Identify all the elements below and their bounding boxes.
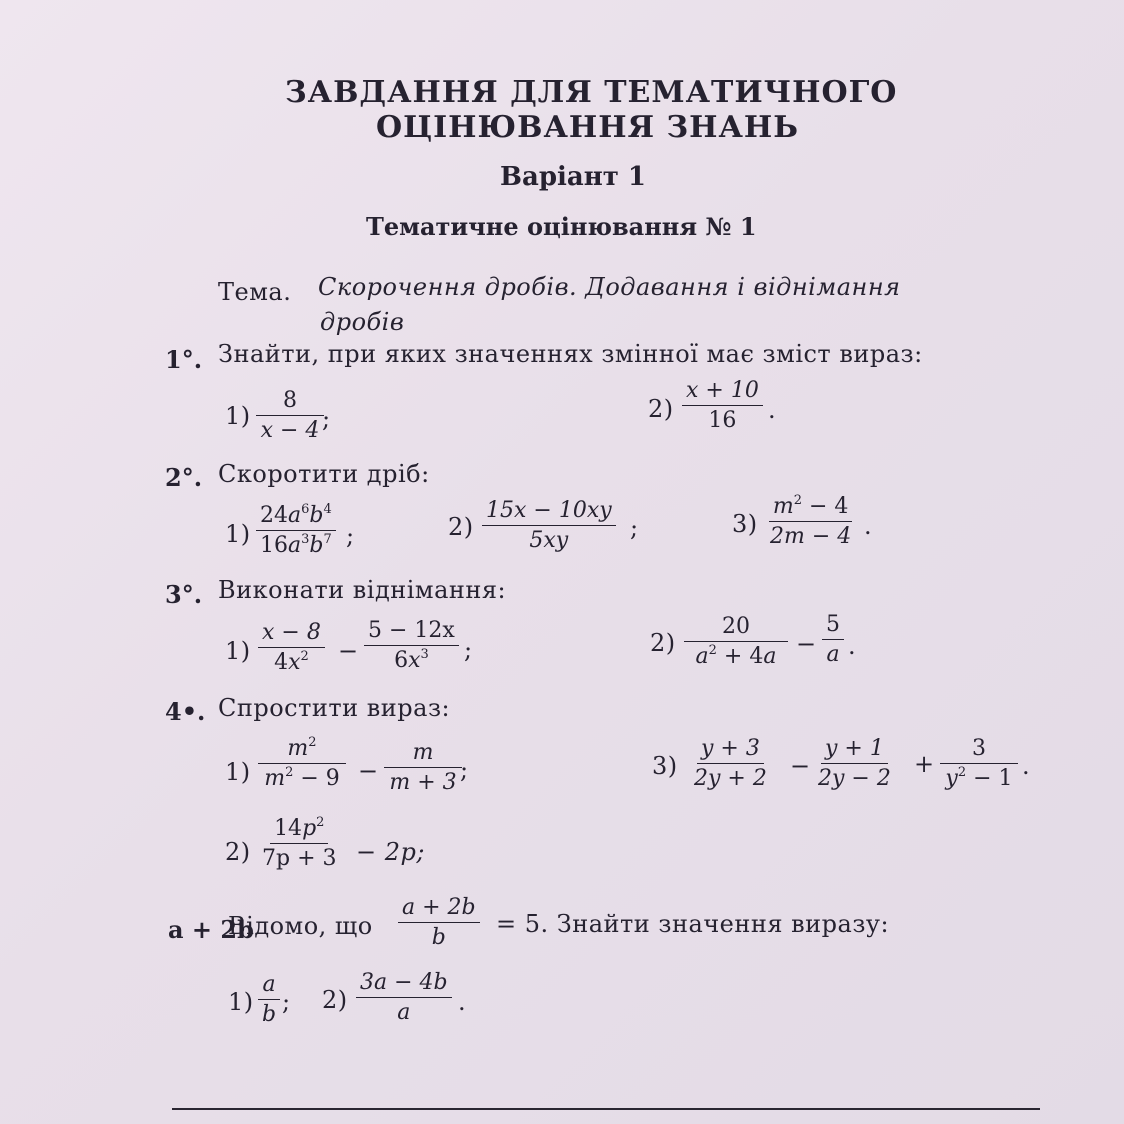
task-4-item-3-minus: − — [790, 752, 811, 780]
task-2-item-2-fraction — [482, 500, 616, 552]
task-4-item-3-fraction-2 — [814, 738, 895, 790]
title-line-1: ЗАВДАННЯ ДЛЯ ТЕМАТИЧНОГО — [285, 75, 898, 110]
task-4-item-2-rest: − 2p; — [356, 838, 425, 866]
fraction-numerator: $24a^6b^4$ — [256, 505, 336, 531]
fraction-denominator: 2y + 2 — [694, 766, 767, 791]
task-1-item-2-end: . — [768, 396, 777, 424]
task-3-number: 3°. — [165, 580, 203, 609]
task-3-item-1-label: 1) — [225, 637, 251, 665]
fraction-denominator: 2y − 2 — [818, 766, 891, 791]
task-3-item-1-minus: − — [338, 637, 359, 665]
task-1-item-2-fraction — [682, 380, 763, 432]
fraction-denominator: m + 3 — [389, 770, 457, 795]
task-5-text-1: Відомо, що — [228, 912, 373, 940]
task-2-item-2-label: 2) — [448, 513, 474, 541]
task-4-item-3-label: 3) — [652, 752, 678, 780]
task-2-item-2-end: ; — [630, 514, 639, 542]
task-4-item-1-label: 1) — [225, 758, 251, 786]
task-4-number: 4•. — [165, 697, 206, 726]
task-2-item-1-end: ; — [346, 522, 355, 550]
fraction-denominator: 2m − 4 — [770, 524, 852, 549]
fraction-numerator: 15x − 10xy — [482, 500, 616, 526]
task-1-number: 1°. — [165, 345, 203, 374]
fraction-denominator: $4x^2$ — [274, 649, 309, 675]
task-4-item-3-end: . — [1022, 752, 1031, 780]
fraction-numerator: a — [258, 974, 279, 1000]
task-3-item-2-fraction-1 — [684, 616, 788, 668]
fraction-denominator: $6x^3$ — [394, 647, 429, 673]
task-3-item-2-label: 2) — [650, 629, 676, 657]
task-5-text-2: = 5. Знайти значення виразу: — [496, 910, 890, 938]
fraction-denominator: 16 — [708, 408, 737, 433]
task-2-item-1-label: 1) — [225, 520, 251, 548]
task-3-item-2-end: . — [848, 632, 857, 660]
task-4-item-2-fraction — [258, 815, 341, 871]
task-5-item-1-fraction — [258, 974, 280, 1026]
topic-label: Тема. — [218, 278, 292, 306]
fraction-numerator: m — [384, 742, 462, 768]
fraction-denominator: $16a^3b^7$ — [260, 532, 332, 558]
task-3-item-2-fraction-2 — [822, 614, 844, 666]
fraction-numerator: 8 — [256, 390, 324, 416]
fraction-denominator: $m^2 - 9$ — [264, 765, 340, 791]
task-5-item-2-fraction — [356, 972, 452, 1024]
task-4-item-3-fraction-3 — [940, 738, 1018, 790]
task-1-item-1-end: ; — [322, 405, 331, 433]
variant-heading: Варіант 1 — [500, 162, 647, 192]
fraction-numerator: 3 — [940, 738, 1018, 764]
fraction-numerator: x + 10 — [682, 380, 763, 406]
task-1-item-2-label: 2) — [648, 395, 674, 423]
fraction-numerator: $m^2$ — [258, 738, 346, 764]
fraction-denominator: 7p + 3 — [262, 846, 337, 871]
task-4-item-3-fraction-1 — [690, 738, 771, 790]
fraction-numerator: 5 − 12x — [364, 620, 459, 646]
fraction-numerator: 3a − 4b — [356, 972, 452, 998]
task-1-item-1-fraction — [256, 390, 324, 442]
task-3-item-1-fraction-1 — [258, 622, 325, 674]
task-4-item-2-label: 2) — [225, 838, 251, 866]
fraction-numerator: 20 — [684, 616, 788, 642]
task-4-item-1-minus: − — [358, 757, 379, 785]
task-2-text: Скоротити дріб: — [218, 460, 430, 488]
task-5-condition-fraction — [398, 897, 480, 949]
task-1-text: Знайти, при яких значеннях змінної має зміст вираз: — [218, 340, 923, 368]
task-2-number: 2°. — [165, 463, 203, 492]
fraction-denominator: $a^2 + 4a$ — [695, 643, 777, 669]
title-line-2: ОЦІНЮВАННЯ ЗНАНЬ — [376, 110, 800, 145]
fraction-numerator: x − 8 — [258, 622, 325, 648]
fraction-numerator: y + 3 — [697, 738, 764, 764]
task-4-item-1-end: ; — [460, 756, 469, 784]
task-4-item-1-fraction-2 — [384, 742, 462, 794]
task-5-item-2-end: . — [458, 988, 467, 1016]
fraction-denominator: $y^2 - 1$ — [945, 765, 1013, 791]
fraction-denominator: a — [826, 642, 840, 667]
task-2-item-1-fraction — [256, 502, 336, 558]
task-3-item-2-minus: − — [796, 630, 817, 658]
task-4-item-1-fraction-1 — [258, 735, 346, 791]
task-5-item-1-end: ; — [282, 988, 291, 1016]
task-4-item-3-plus: + — [914, 750, 935, 778]
topic-line-1: Скорочення дробів. Додавання і віднімання — [318, 273, 901, 301]
task-4-text: Спростити вираз: — [218, 694, 451, 722]
task-2-item-3-label: 3) — [732, 510, 758, 538]
assessment-heading: Тематичне оцінювання № 1 — [366, 212, 757, 241]
fraction-denominator: b — [262, 1002, 277, 1027]
task-3-item-1-fraction-2 — [364, 620, 459, 672]
fraction-numerator: 5 — [822, 614, 844, 640]
fraction-denominator: a — [397, 1000, 411, 1025]
fraction-numerator: a + 2b — [398, 897, 480, 923]
fraction-numerator: $14p^2$ — [270, 818, 328, 844]
task-1-item-1-label: 1) — [225, 402, 251, 430]
task-3-item-1-end: ; — [464, 636, 473, 664]
task-5-number: a + 2b — [168, 915, 254, 944]
task-5-item-1-label: 1) — [228, 988, 254, 1016]
fraction-denominator: b — [431, 925, 446, 950]
task-2-item-3-end: . — [864, 512, 873, 540]
fraction-numerator: $m^2 - 4$ — [769, 496, 853, 522]
task-2-item-3-fraction — [766, 493, 855, 549]
bottom-rule — [172, 1108, 1040, 1110]
task-5-item-2-label: 2) — [322, 986, 348, 1014]
fraction-denominator: 5xy — [529, 528, 569, 553]
fraction-numerator: y + 1 — [821, 738, 888, 764]
task-3-text: Виконати віднімання: — [218, 576, 507, 604]
topic-line-2: дробів — [320, 308, 405, 336]
fraction-denominator: x − 4 — [260, 418, 320, 443]
